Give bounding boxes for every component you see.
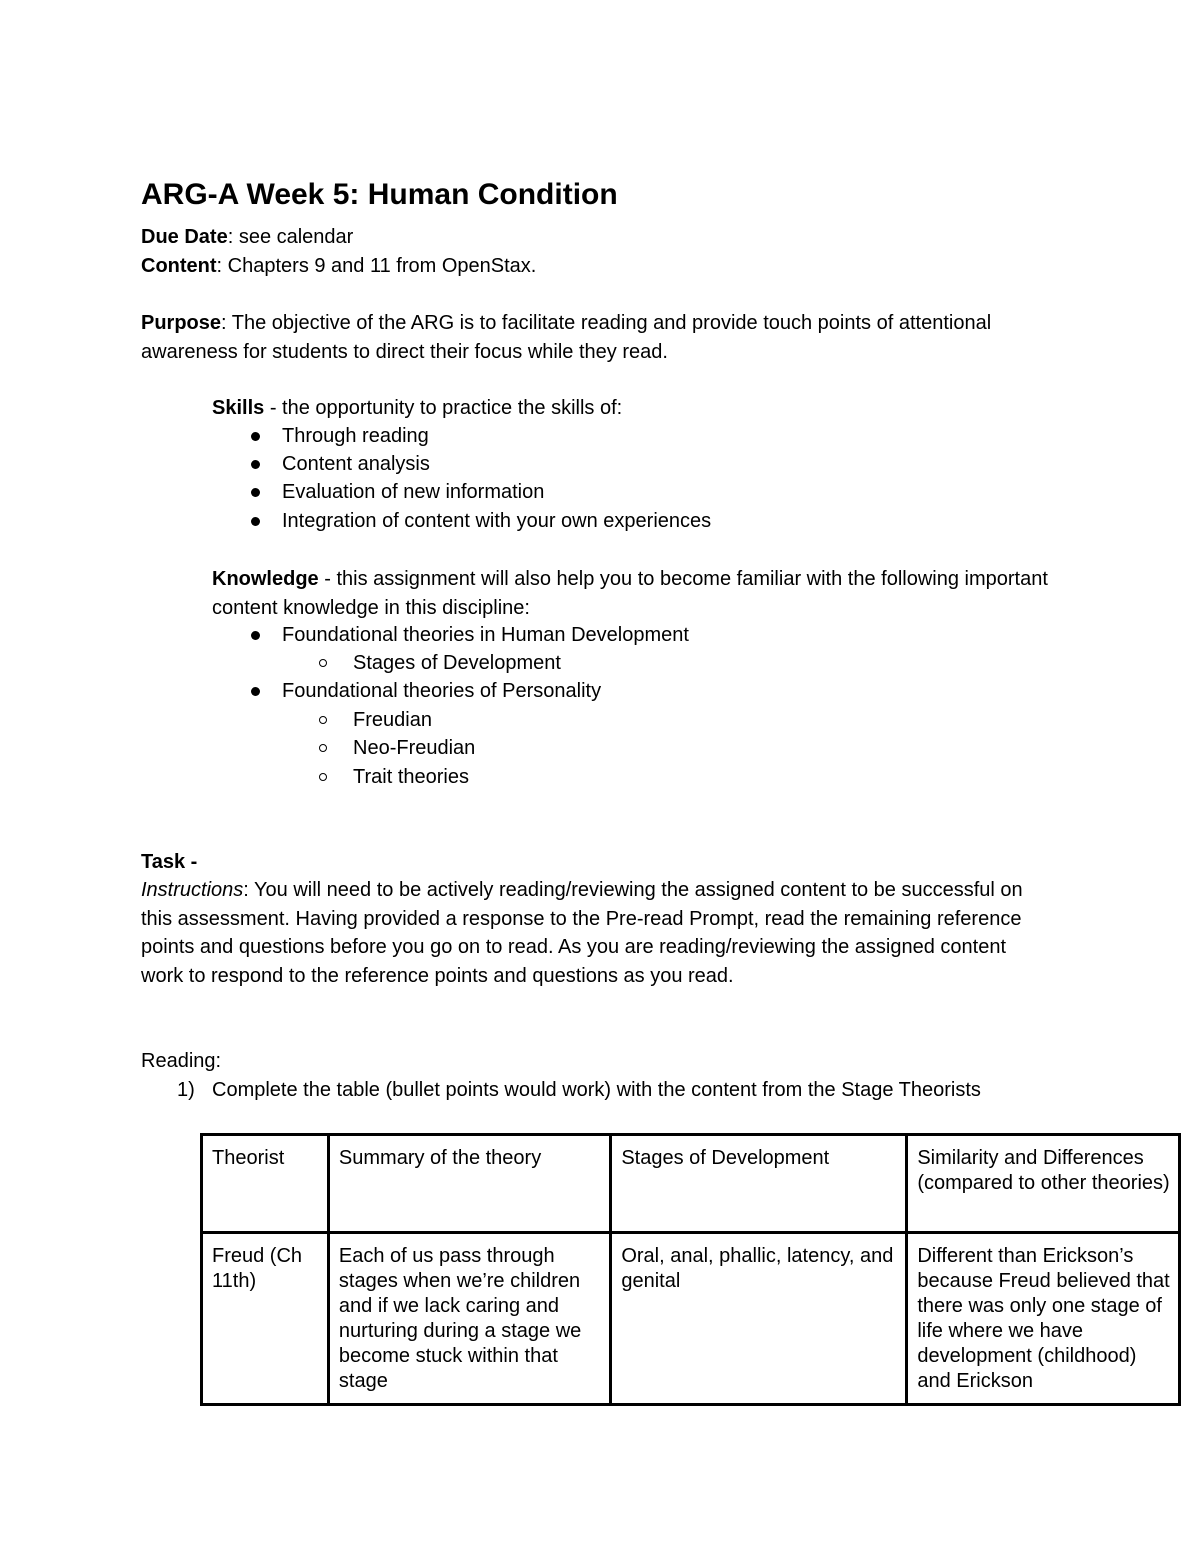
bullet-icon	[251, 687, 260, 696]
knowledge-intro: - this assignment will also help you to become familiar with the following important content knowledge in this discipline:	[212, 568, 1048, 619]
skills-item: Content analysis	[282, 453, 430, 475]
due-date-value: : see calendar	[227, 226, 354, 248]
skills-line	[212, 394, 622, 422]
sub-bullet-icon	[319, 716, 327, 724]
skills-item: Integration of content with your own experiences	[282, 510, 712, 532]
content-value: : Chapters 9 and 11 from OpenStax.	[216, 255, 537, 277]
sub-bullet-icon	[319, 773, 327, 781]
content-label: Content	[141, 255, 217, 277]
table-header-cell: Summary of the theory	[328, 1135, 610, 1233]
sub-bullet-icon	[319, 659, 327, 667]
table-cell[interactable]: Oral, anal, phallic, latency, and genital	[611, 1233, 907, 1405]
knowledge-subitem: Stages of Development	[353, 652, 561, 674]
purpose-text: : The objective of the ARG is to facilitate reading and provide touch points of attentional awareness for students to direct their focus while they read.	[141, 312, 992, 363]
bullet-icon	[251, 488, 260, 497]
knowledge-paragraph	[212, 565, 1062, 622]
table-row	[202, 1233, 1180, 1405]
skills-item: Evaluation of new information	[282, 481, 545, 503]
reading-label: Reading:	[141, 1050, 222, 1072]
task-heading	[141, 848, 197, 876]
table-header-cell: Stages of Development	[611, 1135, 907, 1233]
skills-label: Skills	[212, 397, 265, 419]
due-date-line	[141, 223, 353, 251]
knowledge-subitem: Freudian	[353, 709, 432, 731]
table-cell[interactable]: Different than Erickson’s because Freud believed that there was only one stage of life where we have development (childhood) and Erickson	[907, 1233, 1180, 1405]
task-instructions	[141, 876, 1041, 990]
task-label: Task -	[141, 851, 198, 873]
knowledge-item: Foundational theories in Human Development	[282, 624, 689, 646]
knowledge-subitem: Trait theories	[353, 766, 469, 788]
table-header-cell: Similarity and Differences (compared to other theories)	[907, 1135, 1180, 1233]
skills-item: Through reading	[282, 425, 429, 447]
purpose-label: Purpose	[141, 312, 222, 334]
purpose-paragraph	[141, 309, 1071, 366]
due-date-label: Due Date	[141, 226, 228, 248]
reading-item-text: Complete the table (bullet points would work) with the content from the Stage Theorists	[212, 1079, 981, 1101]
table-cell[interactable]: Freud (Ch 11th)	[202, 1233, 329, 1405]
instructions-text: : You will need to be actively reading/reviewing the assigned content to be successful on this assessment. Having provided a response to the Pre-read Prompt, read the remaining reference points and questions before you go on to read. As you are reading/reviewing the assigned content work to respond to the reference points and questions as you read.	[141, 879, 1023, 987]
content-line	[141, 252, 536, 280]
sub-bullet-icon	[319, 744, 327, 752]
knowledge-item: Foundational theories of Personality	[282, 680, 602, 702]
reading-item-number: 1)	[177, 1079, 195, 1101]
knowledge-label: Knowledge	[212, 568, 319, 590]
table-cell[interactable]: Each of us pass through stages when we’re children and if we lack caring and nurturing during a stage we become stuck within that stage	[328, 1233, 610, 1405]
bullet-icon	[251, 517, 260, 526]
skills-intro: - the opportunity to practice the skills of:	[264, 397, 623, 419]
document-title: ARG-A Week 5: Human Condition	[141, 178, 618, 211]
table-header-row	[202, 1135, 1180, 1233]
instructions-label: Instructions	[141, 879, 244, 901]
bullet-icon	[251, 631, 260, 640]
knowledge-subitem: Neo-Freudian	[353, 737, 476, 759]
bullet-icon	[251, 460, 260, 469]
stage-theorists-table	[200, 1133, 1181, 1406]
table-header-cell: Theorist	[202, 1135, 329, 1233]
bullet-icon	[251, 432, 260, 441]
